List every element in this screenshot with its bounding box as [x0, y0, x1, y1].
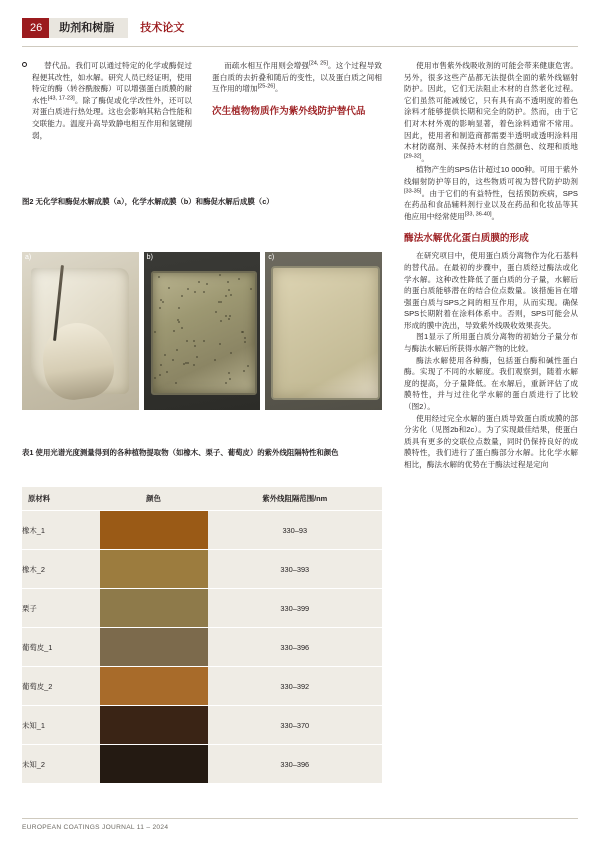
- texture-speck: [206, 283, 208, 285]
- table-cell-material: 葡萄皮_1: [22, 628, 100, 667]
- texture-speck: [230, 294, 232, 296]
- table-cell-color: [100, 745, 208, 784]
- subheading-enzymatic: 酶法水解优化蛋白质膜的形成: [404, 233, 529, 245]
- header-section: 助剂和树脂: [49, 18, 128, 38]
- column-3: [404, 60, 578, 471]
- table-header-color: 颜色: [100, 487, 208, 511]
- texture-speck: [172, 359, 174, 361]
- table-row: [22, 706, 382, 745]
- texture-speck: [247, 365, 249, 367]
- texture-speck: [173, 330, 175, 332]
- paragraph-col3-3: 在研究项目中，使用蛋白质分离物作为化石基料的替代品。在最初的步骤中，蛋白质经过酶法或化学水解。这种改性降低了蛋白质的分子量，水解后的蛋白质能够潜在的结合位点数量。该措施旨在增强蛋白质与SPS之间的相互作用，从而实现。确保SPS长期附着在涂料体系中。否则，SPS可能会从形成的膜中洗出，导致紫外线吸收效果丧失。: [404, 251, 578, 330]
- paragraph-col1-1-text: 替代品。我们可以通过特定的化学或酶促过程便其改性，如水解。研究人员已经证明，使用特定的酶（转谷酰胺酶）可以增强蛋白质膜的耐水性[43, 17-23]。除了酶促或化学改性外，还可以对蛋白质进行热处理。这也会影响其粘合性能和交联能力。温度升高导致静电相互作用和氢键削弱，: [32, 61, 193, 140]
- color-swatch: [100, 628, 208, 666]
- texture-speck: [159, 307, 161, 309]
- texture-speck: [164, 354, 166, 356]
- column-1: [22, 60, 192, 141]
- texture-speck: [193, 364, 195, 366]
- figure-2: [22, 252, 382, 410]
- texture-speck: [203, 291, 205, 293]
- footer-divider: [22, 818, 578, 819]
- texture-speck: [219, 343, 221, 345]
- table-cell-material: 橡木_2: [22, 550, 100, 589]
- footer-text: EUROPEAN COATINGS JOURNAL 11 – 2024: [22, 824, 169, 831]
- texture-speck: [214, 359, 216, 361]
- subheading-sps: 次生植物物质作为紫外线防护替代品: [212, 105, 366, 117]
- texture-speck: [178, 321, 180, 323]
- paragraph-col3-1: 使用市售紫外线吸收剂的可能会带来健康危害。另外，很多这些产品都无法提供全面的紫外线辐射防护。因此，它们无法阻止木材的自然老化过程。它们虽然可能减缓它，只有具有高不透明度的着色涂料才能够提供长期和完全的防护。然而，由于它们对木材外观的影响显著，着色涂料通常不常用。因此，使用者和制造商都需要半透明或透明涂料用木材防腐剂、来保持木材的自然颜色、纹理和质地[29-32]。: [404, 61, 578, 163]
- texture-speck: [244, 337, 246, 339]
- texture-speck: [159, 374, 161, 376]
- texture-speck: [178, 307, 180, 309]
- texture-speck: [168, 287, 170, 289]
- table-cell-uv: 330–399: [208, 589, 382, 628]
- texture-speck: [158, 276, 160, 278]
- figure-2-panel-b: [144, 252, 261, 410]
- table-cell-uv: 330–93: [208, 511, 382, 550]
- texture-speck: [250, 288, 252, 290]
- texture-speck: [181, 327, 183, 329]
- film-sample-c: [271, 266, 380, 400]
- texture-speck: [162, 301, 164, 303]
- figure-2-caption: 图2 无化学和酶促水解成膜（a），化学水解成膜（b）和酶促水解后成膜（c）: [22, 197, 274, 206]
- texture-speck: [219, 274, 221, 276]
- figure-2-panel-c: [265, 252, 382, 410]
- table-1: [22, 487, 382, 784]
- texture-speck: [160, 364, 162, 366]
- texture-speck: [203, 340, 205, 342]
- table-cell-color: [100, 706, 208, 745]
- texture-speck: [227, 281, 229, 283]
- color-swatch: [100, 745, 208, 783]
- table-row: [22, 589, 382, 628]
- texture-speck: [230, 352, 232, 354]
- table-row: [22, 550, 382, 589]
- table-header-material: 原材料: [22, 487, 100, 511]
- table-cell-color: [100, 589, 208, 628]
- texture-speck: [220, 320, 222, 322]
- column-2: [212, 60, 382, 123]
- texture-speck: [242, 331, 244, 333]
- page-header: [22, 18, 184, 38]
- texture-speck: [187, 288, 189, 290]
- texture-speck: [229, 315, 231, 317]
- table-header-uv: 紫外线阻隔范围/nm: [208, 487, 382, 511]
- film-sample-b: [151, 271, 258, 395]
- table-row: [22, 745, 382, 784]
- paragraph-col1-1: [22, 60, 192, 141]
- texture-speck: [228, 318, 230, 320]
- bullet-icon: [22, 62, 27, 67]
- table-header-row: [22, 487, 382, 511]
- paragraph-col3-4: 图1显示了所用蛋白质分离物的初始分子量分布与酶法水解后所获得水解产物的比较。: [404, 332, 578, 354]
- texture-speck: [243, 370, 245, 372]
- table-cell-color: [100, 667, 208, 706]
- texture-speck: [194, 345, 196, 347]
- header-title: 技术论文: [140, 22, 185, 34]
- texture-speck: [228, 289, 230, 291]
- paragraph-col3-5: 酶法水解使用各种酶，包括蛋白酶和碱性蛋白酶。实现了不同的水解度。我们观察到，随着水解度的提高，分子量降低。在水解后，重新评估了成膜特性，并与过往化学水解的蛋白质进行了比较（图2）。: [404, 355, 578, 412]
- color-swatch: [100, 550, 208, 588]
- table-cell-material: 未知_2: [22, 745, 100, 784]
- table-cell-color: [100, 628, 208, 667]
- table-row: [22, 667, 382, 706]
- paragraph-col3-2: 植物产生的SPS估计超过10 000种。可用于紫外线辐射防护等目的，这些物质可视为替代防护助剂[33-35]。由于它们的有益特性，包括预防疾病，SPS在药品和食品辅料剂行业以及在药品和化妆品等其他应用中经常使用[33, 36-40]。: [404, 165, 578, 221]
- header-divider: [22, 46, 578, 47]
- table-cell-material: 葡萄皮_2: [22, 667, 100, 706]
- texture-speck: [225, 315, 227, 317]
- table-cell-uv: 330–393: [208, 550, 382, 589]
- texture-speck: [166, 371, 168, 373]
- texture-speck: [244, 341, 246, 343]
- panel-c-label: c): [268, 254, 275, 261]
- texture-speck: [196, 356, 198, 358]
- texture-speck: [187, 362, 189, 364]
- texture-speck: [228, 372, 230, 374]
- page-number: 26: [22, 18, 49, 38]
- panel-b-label: b): [146, 254, 153, 261]
- texture-speck: [238, 278, 240, 280]
- texture-speck: [193, 340, 195, 342]
- table-cell-uv: 330–396: [208, 628, 382, 667]
- texture-speck: [160, 299, 162, 301]
- paragraph-col2-1: [212, 60, 382, 95]
- table-row: [22, 511, 382, 550]
- texture-speck: [186, 340, 188, 342]
- color-swatch: [100, 511, 208, 549]
- table-body: [22, 511, 382, 784]
- texture-speck: [220, 301, 222, 303]
- texture-speck: [198, 281, 200, 283]
- table-row: [22, 628, 382, 667]
- texture-speck: [181, 295, 183, 297]
- table-cell-uv: 330–392: [208, 667, 382, 706]
- texture-speck: [225, 382, 227, 384]
- table-cell-color: [100, 550, 208, 589]
- table-1-caption: 表1 使用光谱光度测量得到的各种植物提取物（如橡木、栗子、葡萄皮）的紫外线阻隔特性和颜色: [22, 448, 339, 457]
- texture-speck: [154, 377, 156, 379]
- table-cell-material: 橡木_1: [22, 511, 100, 550]
- texture-speck: [225, 295, 227, 297]
- texture-speck: [215, 311, 217, 313]
- color-swatch: [100, 667, 208, 705]
- table-cell-uv: 330–396: [208, 745, 382, 784]
- table-cell-material: 栗子: [22, 589, 100, 628]
- table-cell-material: 未知_1: [22, 706, 100, 745]
- texture-speck: [176, 349, 178, 351]
- figure-2-panel-a: [22, 252, 139, 410]
- color-swatch: [100, 706, 208, 744]
- paragraph-col2-1-text: 而疏水相互作用则会增强[24, 25]。这个过程导致蛋白质的去折叠和随后的变性，以及蛋白质之间相互作用的增加[25-26]。: [212, 60, 382, 94]
- texture-speck: [194, 291, 196, 293]
- table-cell-uv: 330–370: [208, 706, 382, 745]
- texture-speck: [154, 331, 156, 333]
- panel-a-label: a): [25, 254, 32, 261]
- paragraph-col3-6: 使用经过完全水解的蛋白质导致蛋白质成膜的部分劣化（见图2b和2c）。为了实现最佳结果，使蛋白质具有更多的交联位点数量，同时仍保持良好的成膜特性，我们进行了蛋白酶部分水解。比化学水解相比，酶法水解的优势在于酶法过程是定向: [404, 413, 578, 469]
- color-swatch: [100, 589, 208, 627]
- table-cell-color: [100, 511, 208, 550]
- texture-speck: [229, 378, 231, 380]
- texture-speck: [175, 382, 177, 384]
